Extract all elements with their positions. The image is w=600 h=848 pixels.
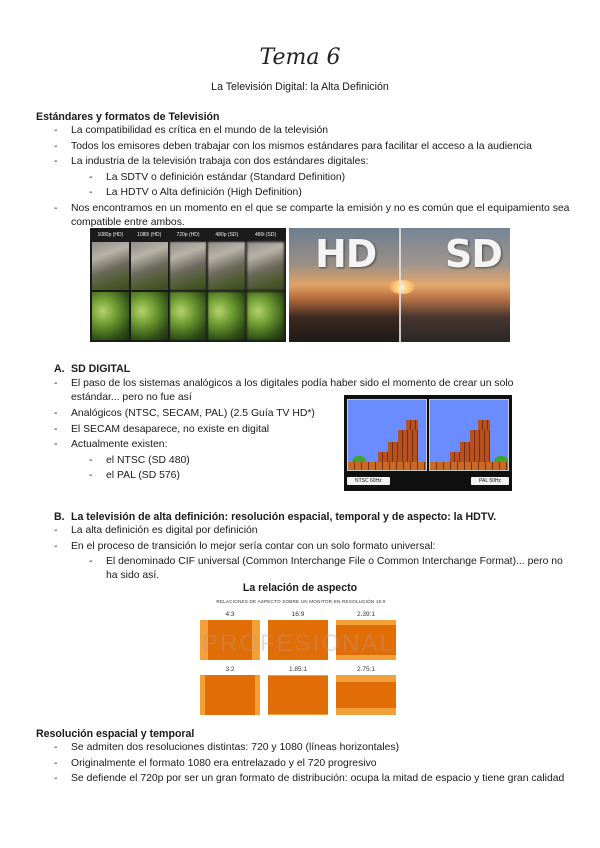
aspect-picture-area — [205, 675, 256, 715]
pal-caption: PAL 50Hz — [471, 477, 509, 485]
brick-stair — [470, 430, 490, 442]
aspect-picture-area — [336, 682, 396, 708]
game-screen-pal — [429, 399, 509, 471]
resolution-label: 1080p (HD) — [97, 232, 124, 238]
aspect-box — [268, 675, 328, 715]
list-item: - Se admiten dos resoluciones distintas: 720 y 1080 (líneas horizontales) — [54, 741, 569, 755]
comparison-divider — [399, 228, 401, 342]
resolution-label: 480i (SD) — [255, 232, 277, 238]
section-heading-standards: Estándares y formatos de Televisión — [36, 111, 220, 123]
sub-list-item: - La HDTV o Alta definición (High Definition) — [89, 186, 574, 200]
list-item — [54, 155, 574, 200]
game-screens — [347, 399, 509, 471]
list-item: - Originalmente el formato 1080 era entrelazado y el 720 progresivo — [54, 757, 569, 771]
ntsc-caption: NTSC 60Hz — [347, 477, 390, 485]
brick-stair — [398, 430, 418, 442]
aspect-label: 2.75:1 — [356, 666, 376, 673]
leaf-tile — [247, 292, 284, 340]
standards-sublist — [71, 171, 574, 201]
sd-label: SD — [445, 232, 502, 276]
landscape-tile — [247, 242, 284, 290]
brick-stair — [406, 420, 418, 430]
section-letter: B. — [54, 511, 65, 523]
aspect-ratio-image — [200, 598, 402, 714]
sub-list-item: - el NTSC (SD 480) — [89, 454, 519, 468]
game-screen-ntsc — [347, 399, 427, 471]
aspect-box — [336, 675, 396, 715]
resolution-comparison-image — [90, 228, 286, 342]
landscape-tile — [92, 242, 129, 290]
leaf-tile — [131, 292, 168, 340]
leaf-tile — [208, 292, 245, 340]
landscape-tile — [131, 242, 168, 290]
resolution-label: 1080i (HD) — [137, 232, 162, 238]
aspect-label: 4:3 — [225, 611, 235, 618]
aspect-picture-area — [268, 676, 328, 714]
ground — [430, 462, 508, 470]
list-item: - Se defiende el 720p por ser un gran formato de distribución: ocupa la mitad de espacio y tiene gran calidad — [54, 772, 569, 786]
leaf-tile — [92, 292, 129, 340]
hdtv-list — [54, 524, 564, 585]
aspect-caption: RELACIONES DE ASPECTO SOBRE UN MONITOR EN RESOLUCIÓN 16:9 — [216, 599, 386, 604]
sub-list-item: - La SDTV o definición estándar (Standard Definition) — [89, 171, 574, 185]
section-title: La televisión de alta definición: resolución espacial, temporal y de aspecto: la HDTV. — [71, 511, 497, 523]
resolution-label: 720p (HD) — [176, 232, 200, 238]
section-letter: A. — [54, 363, 65, 375]
section-title: SD DIGITAL — [71, 363, 131, 375]
aspect-label: 16:9 — [291, 611, 305, 618]
aspect-label: 3:2 — [225, 666, 235, 673]
ground — [348, 462, 426, 470]
section-heading-hdtv — [54, 510, 496, 524]
page-title: Tema 6 — [259, 45, 341, 70]
brick-stair — [450, 452, 490, 462]
section-heading-sd-digital — [54, 362, 130, 376]
list-item-text: Actualmente existen: — [71, 439, 168, 451]
list-item: - Analógicos (NTSC, SECAM, PAL) (2.5 Guía TV HD*) — [54, 407, 519, 421]
resolution-label: 480p (SD) — [215, 232, 239, 238]
list-item: - La compatibilidad es crítica en el mundo de la televisión — [54, 124, 574, 138]
brick-stair — [460, 442, 490, 452]
brick-stair — [478, 420, 490, 430]
standards-list — [54, 124, 574, 232]
watermark: PROFESIONAL — [202, 630, 395, 657]
list-item — [54, 540, 564, 584]
brick-stair — [378, 452, 418, 462]
aspect-ratio-heading: La relación de aspecto — [242, 582, 358, 594]
section-heading-resolution: Resolución espacial y temporal — [36, 728, 195, 740]
landscape-tile — [170, 242, 207, 290]
list-item: - Todos los emisores deben trabajar con los mismos estándares para facilitar el acceso a la audiencia — [54, 140, 574, 154]
hd-label: HD — [315, 232, 377, 276]
brick-stair — [388, 442, 418, 452]
list-item: - Nos encontramos en un momento en el que se comparte la emisión y no es común que el equipamiento sea compatible entre ambos. — [54, 202, 574, 231]
list-item: - El paso de los sistemas analógicos a los digitales podía haber sido el momento de crear un solo estándar... pero no fue así — [54, 377, 519, 406]
aspect-label: 2.39:1 — [356, 611, 376, 618]
sub-list-item: - El denominado CIF universal (Common Interchange File o Common Interchange Format)... pero no ha sido así. — [89, 555, 564, 584]
ntsc-vs-pal-image — [344, 395, 512, 491]
resolution-list — [54, 741, 569, 788]
aspect-box — [200, 675, 260, 715]
list-item-text: La industria de la televisión trabaja con dos estándares digitales: — [71, 156, 369, 168]
page-subtitle: La Televisión Digital: la Alta Definición — [211, 81, 389, 93]
list-item-text: En el proceso de transición lo mejor sería contar con un solo formato universal: — [71, 540, 436, 552]
list-item: - El SECAM desaparece, no existe en digital — [54, 423, 519, 437]
hd-vs-sd-image — [289, 228, 510, 342]
sub-list-item: - el PAL (SD 576) — [89, 469, 519, 483]
aspect-grid — [200, 609, 402, 715]
game-captions — [347, 477, 509, 485]
aspect-label: 1.85:1 — [288, 666, 308, 673]
leaf-tile — [170, 292, 207, 340]
list-item: - La alta definición es digital por definición — [54, 524, 564, 538]
landscape-tile — [208, 242, 245, 290]
hdtv-sublist — [71, 555, 564, 584]
